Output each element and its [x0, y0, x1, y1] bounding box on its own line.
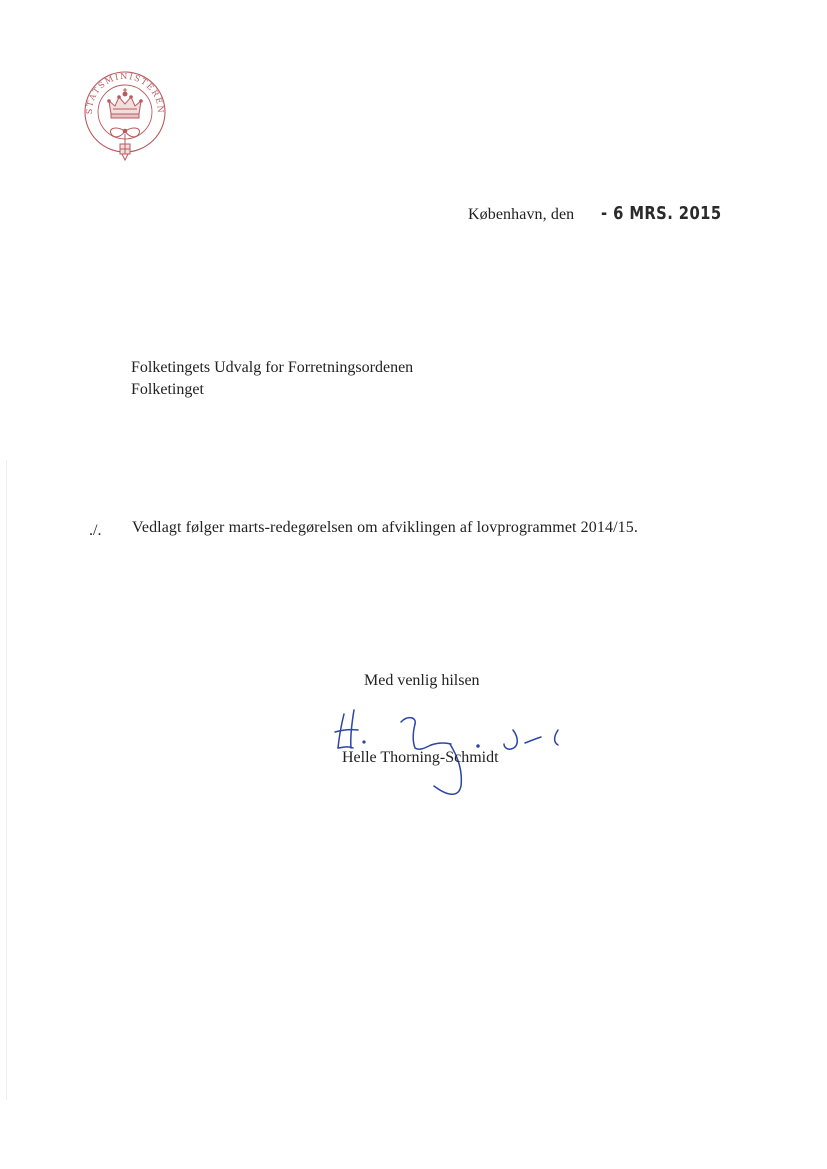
date-stamp: - 6 MRS. 2015: [601, 203, 722, 224]
recipient-committee: Folketingets Udvalg for Forretningsordenen: [131, 359, 414, 376]
cross-pendant-icon: [120, 134, 130, 160]
body-paragraph: Vedlagt følger marts-redegørelsen om afviklingen af lovprogrammet 2014/15.: [132, 519, 638, 536]
date-label: København, den: [468, 206, 575, 223]
closing-greeting: Med venlig hilsen: [364, 672, 480, 689]
signer-name: Helle Thorning-Schmidt: [342, 749, 499, 766]
recipient-parliament: Folketinget: [131, 381, 204, 398]
recipient-block: [131, 357, 413, 401]
svg-text:STATSMINISTEREN: STATSMINISTEREN: [83, 70, 167, 115]
enclosure-mark: ./.: [89, 522, 102, 539]
crown-seal-logo: [82, 68, 168, 168]
date-line: [468, 203, 722, 224]
scan-edge-artifact: [6, 460, 7, 1100]
crown-icon: [108, 88, 143, 118]
